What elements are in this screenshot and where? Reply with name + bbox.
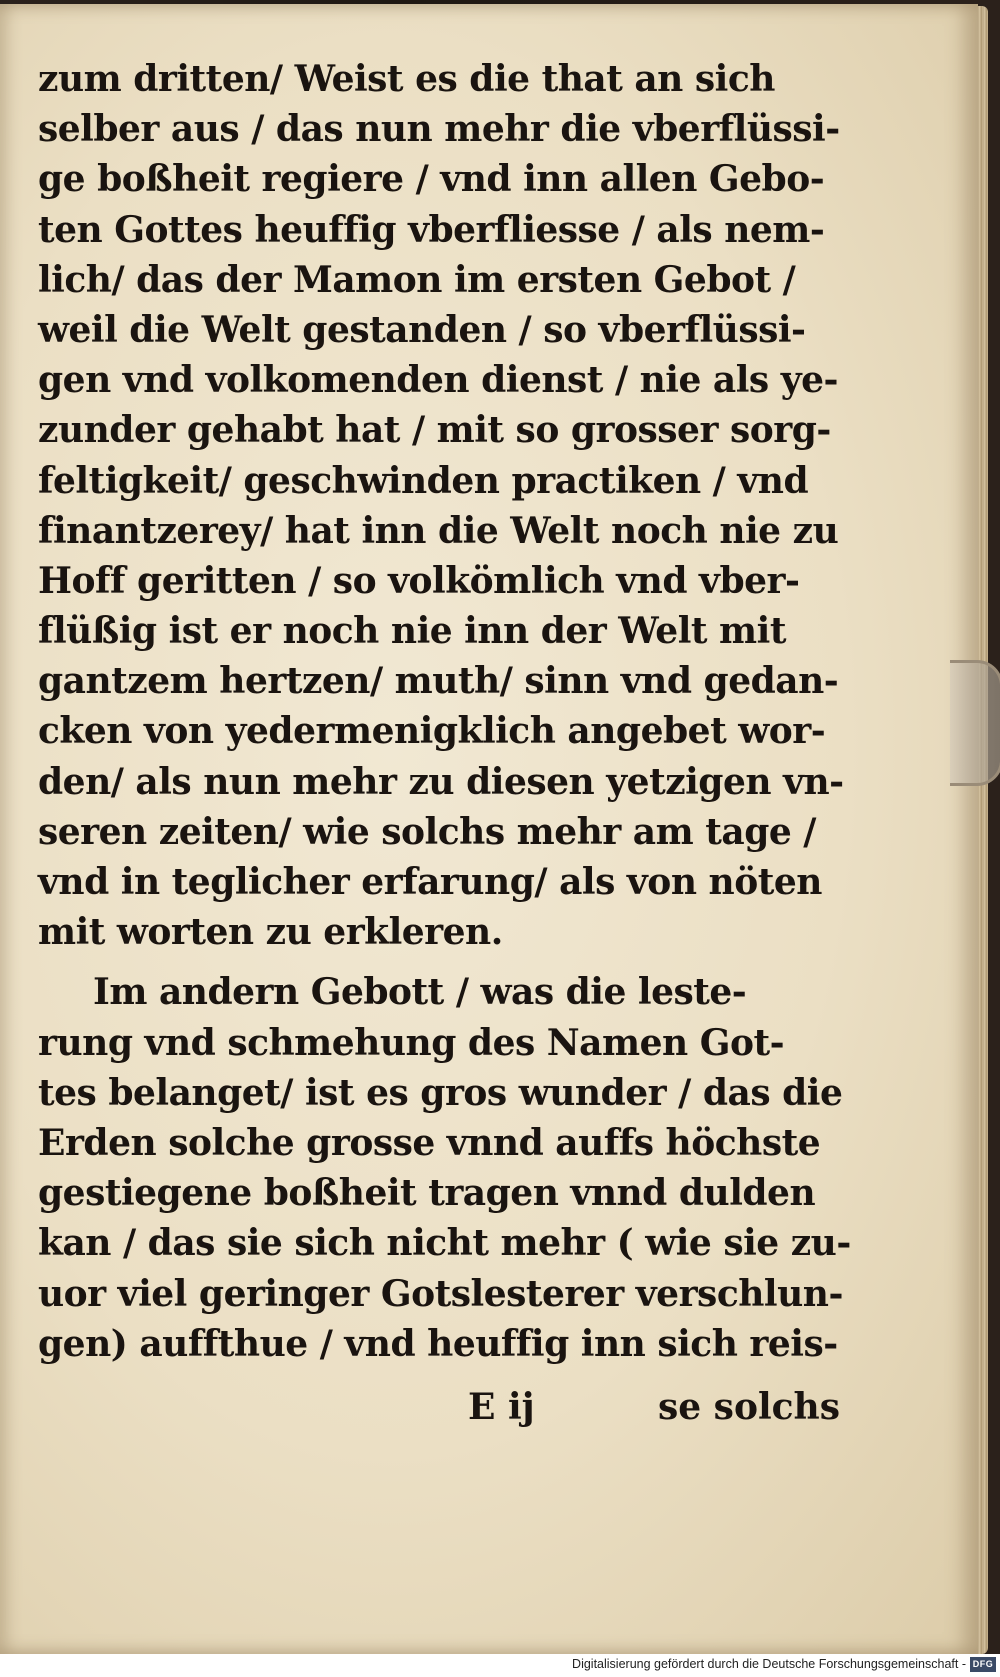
text-line: gen) auffthue / vnd heuffig inn sich reis- — [38, 1322, 838, 1365]
text-line: rung vnd schmehung des Namen Got- — [38, 1021, 785, 1064]
text-line: kan / das sie sich nicht mehr ( wie sie zu- — [38, 1222, 851, 1265]
credit-text: Digitalisierung gefördert durch die Deutsche Forschungsgemeinschaft - — [572, 1657, 966, 1671]
signature-mark: E ij — [468, 1386, 535, 1428]
text-line: Erden solche grosse vnnd auffs höchste — [38, 1121, 821, 1164]
text-line: mit worten zu erkleren. — [38, 911, 503, 954]
text-line: zum dritten/ Weist es die that an sich — [38, 58, 775, 100]
text-line: Im andern Gebott / was die leste- — [93, 971, 747, 1014]
text-line: weil die Welt gestanden / so vberflüssi- — [38, 308, 806, 351]
text-line: finantzerey/ hat inn die Welt noch nie zu — [38, 509, 839, 552]
page-clip — [950, 660, 1000, 786]
text-line: flüßig ist er noch nie inn der Welt mit — [38, 610, 786, 653]
catchword: se solchs — [657, 1386, 840, 1428]
text-line: ten Gottes heuffig vberfliesse / als nem- — [38, 208, 825, 251]
text-line: feltigkeit/ geschwinden practiken / vnd — [38, 459, 809, 502]
credit-bar — [0, 1654, 1000, 1677]
text-line: uor viel geringer Gotslesterer verschlun- — [38, 1272, 843, 1315]
text-line: gestiegene boßheit tragen vnnd dulden — [38, 1172, 816, 1215]
text-line: vnd in teglicher erfarung/ als von nöten — [38, 861, 822, 903]
text-line: ge boßheit regiere / vnd inn allen Gebo- — [38, 158, 825, 201]
text-line: cken von yedermenigklich angebet wor- — [38, 710, 826, 753]
page-text — [38, 54, 851, 1369]
text-line: den/ als nun mehr zu diesen yetzigen vn- — [38, 760, 844, 803]
paragraph-2 — [38, 967, 851, 1369]
text-line: lich/ das der Mamon im ersten Gebot / — [38, 258, 796, 301]
text-line: seren zeiten/ wie solchs mehr am tage / — [38, 810, 816, 853]
text-line: tes belanget/ ist es gros wunder / das die — [38, 1071, 843, 1114]
paragraph-1 — [38, 54, 844, 957]
text-line: gen vnd volkomenden dienst / nie als ye- — [38, 359, 838, 402]
text-line: zunder gehabt hat / mit so grosser sorg- — [38, 409, 831, 452]
page-footer-line — [38, 1382, 840, 1432]
text-line: gantzem hertzen/ muth/ sinn vnd gedan- — [38, 660, 839, 703]
paragraph-gap — [38, 957, 828, 967]
dfg-logo-icon: DFG — [970, 1657, 996, 1672]
book-page — [0, 4, 978, 1654]
text-line: selber aus / das nun mehr die vberflüssi- — [38, 108, 840, 151]
text-line: Hoff geritten / so volkömlich vnd vber- — [38, 559, 800, 602]
